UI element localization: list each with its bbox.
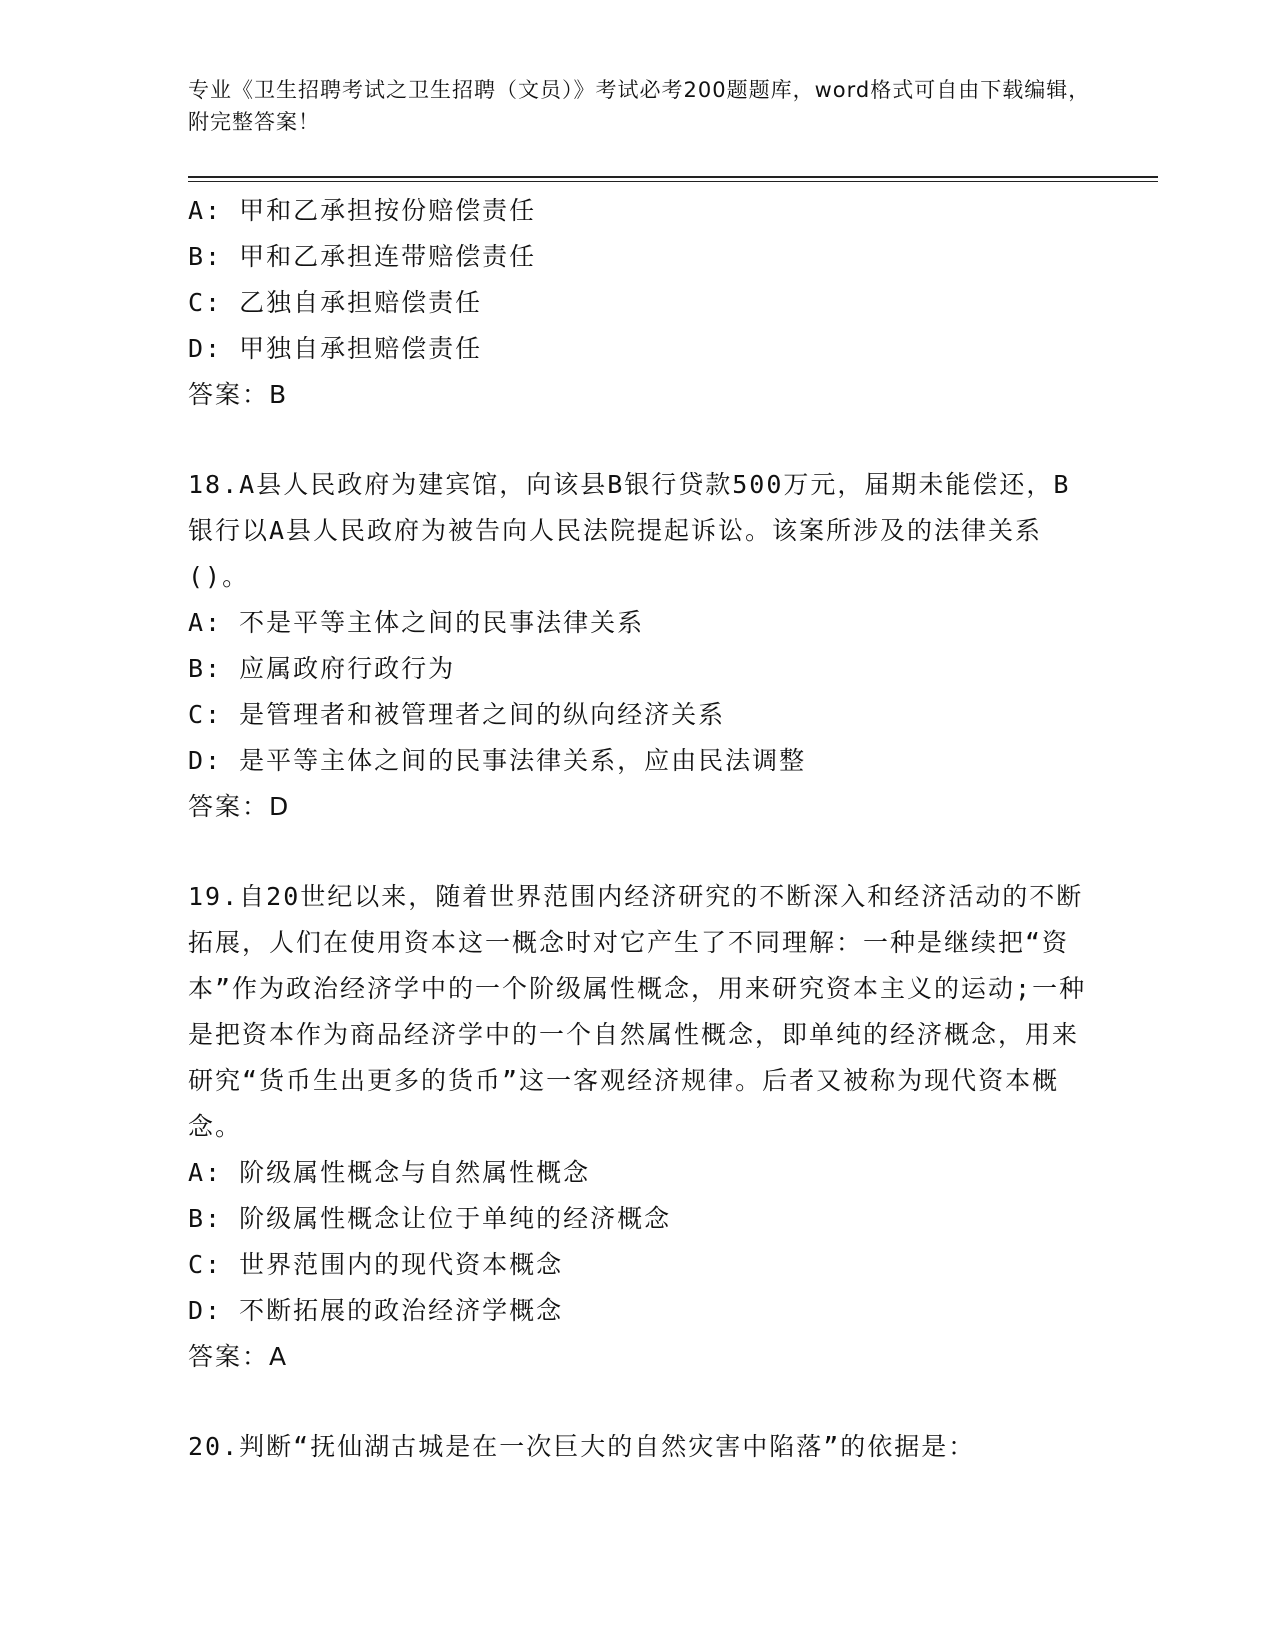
document-page <box>188 0 1158 1650</box>
q17-option-a: A: 甲和乙承担按份赔偿责任 <box>188 196 537 225</box>
spacer <box>188 830 1158 874</box>
q18-option-c: C: 是管理者和被管理者之间的纵向经济关系 <box>188 700 726 729</box>
spacer <box>188 418 1158 462</box>
header-divider <box>188 176 1158 178</box>
question-19-block <box>188 874 1158 1380</box>
spacer <box>188 1380 1158 1424</box>
q17-option-b: B: 甲和乙承担连带赔偿责任 <box>188 242 537 271</box>
q19-option-a: A: 阶级属性概念与自然属性概念 <box>188 1158 591 1187</box>
question-18-block <box>188 462 1158 830</box>
q17-option-c: C: 乙独自承担赔偿责任 <box>188 288 483 317</box>
q17-option-d: D: 甲独自承担赔偿责任 <box>188 334 483 363</box>
q18-option-b: B: 应属政府行政行为 <box>188 654 456 683</box>
q17-answer: 答案：B <box>188 380 289 409</box>
q19-option-b: B: 阶级属性概念让位于单纯的经济概念 <box>188 1204 672 1233</box>
q19-option-c: C: 世界范围内的现代资本概念 <box>188 1250 564 1279</box>
q18-question: 18.A县人民政府为建宾馆，向该县B银行贷款500万元，届期未能偿还，B银行以A县人民政府为被告向人民法院提起诉讼。该案所涉及的法律关系()。 <box>188 470 1071 591</box>
document-header: 专业《卫生招聘考试之卫生招聘（文员）》考试必考200题题库，word格式可自由下载编辑，附完整答案！ <box>188 78 1091 134</box>
q18-option-a: A: 不是平等主体之间的民事法律关系 <box>188 608 645 637</box>
q19-answer: 答案：A <box>188 1342 289 1371</box>
q19-option-d: D: 不断拓展的政治经济学概念 <box>188 1296 564 1325</box>
question-17-block <box>188 188 1158 418</box>
header-divider-thin <box>188 181 1158 182</box>
question-content <box>188 188 1158 1470</box>
q20-question: 20.判断“抚仙湖古城是在一次巨大的自然灾害中陷落”的依据是： <box>188 1432 976 1461</box>
q19-question: 19.自20世纪以来，随着世界范围内经济研究的不断深入和经济活动的不断拓展，人们在使用资本这一概念时对它产生了不同理解：一种是继续把“资本”作为政治经济学中的一个阶级属性概念，用来研究资本主义的运动;一种是把资本作为商品经济学中的一个自然属性概念，即单纯的经济概念，用来研究“货币生出更多的货币”这一客观经济规律。后者又被称为现代资本概念。 <box>188 882 1087 1141</box>
question-20-block <box>188 1424 1158 1470</box>
q18-answer: 答案：D <box>188 792 291 821</box>
q18-option-d: D: 是平等主体之间的民事法律关系，应由民法调整 <box>188 746 807 775</box>
